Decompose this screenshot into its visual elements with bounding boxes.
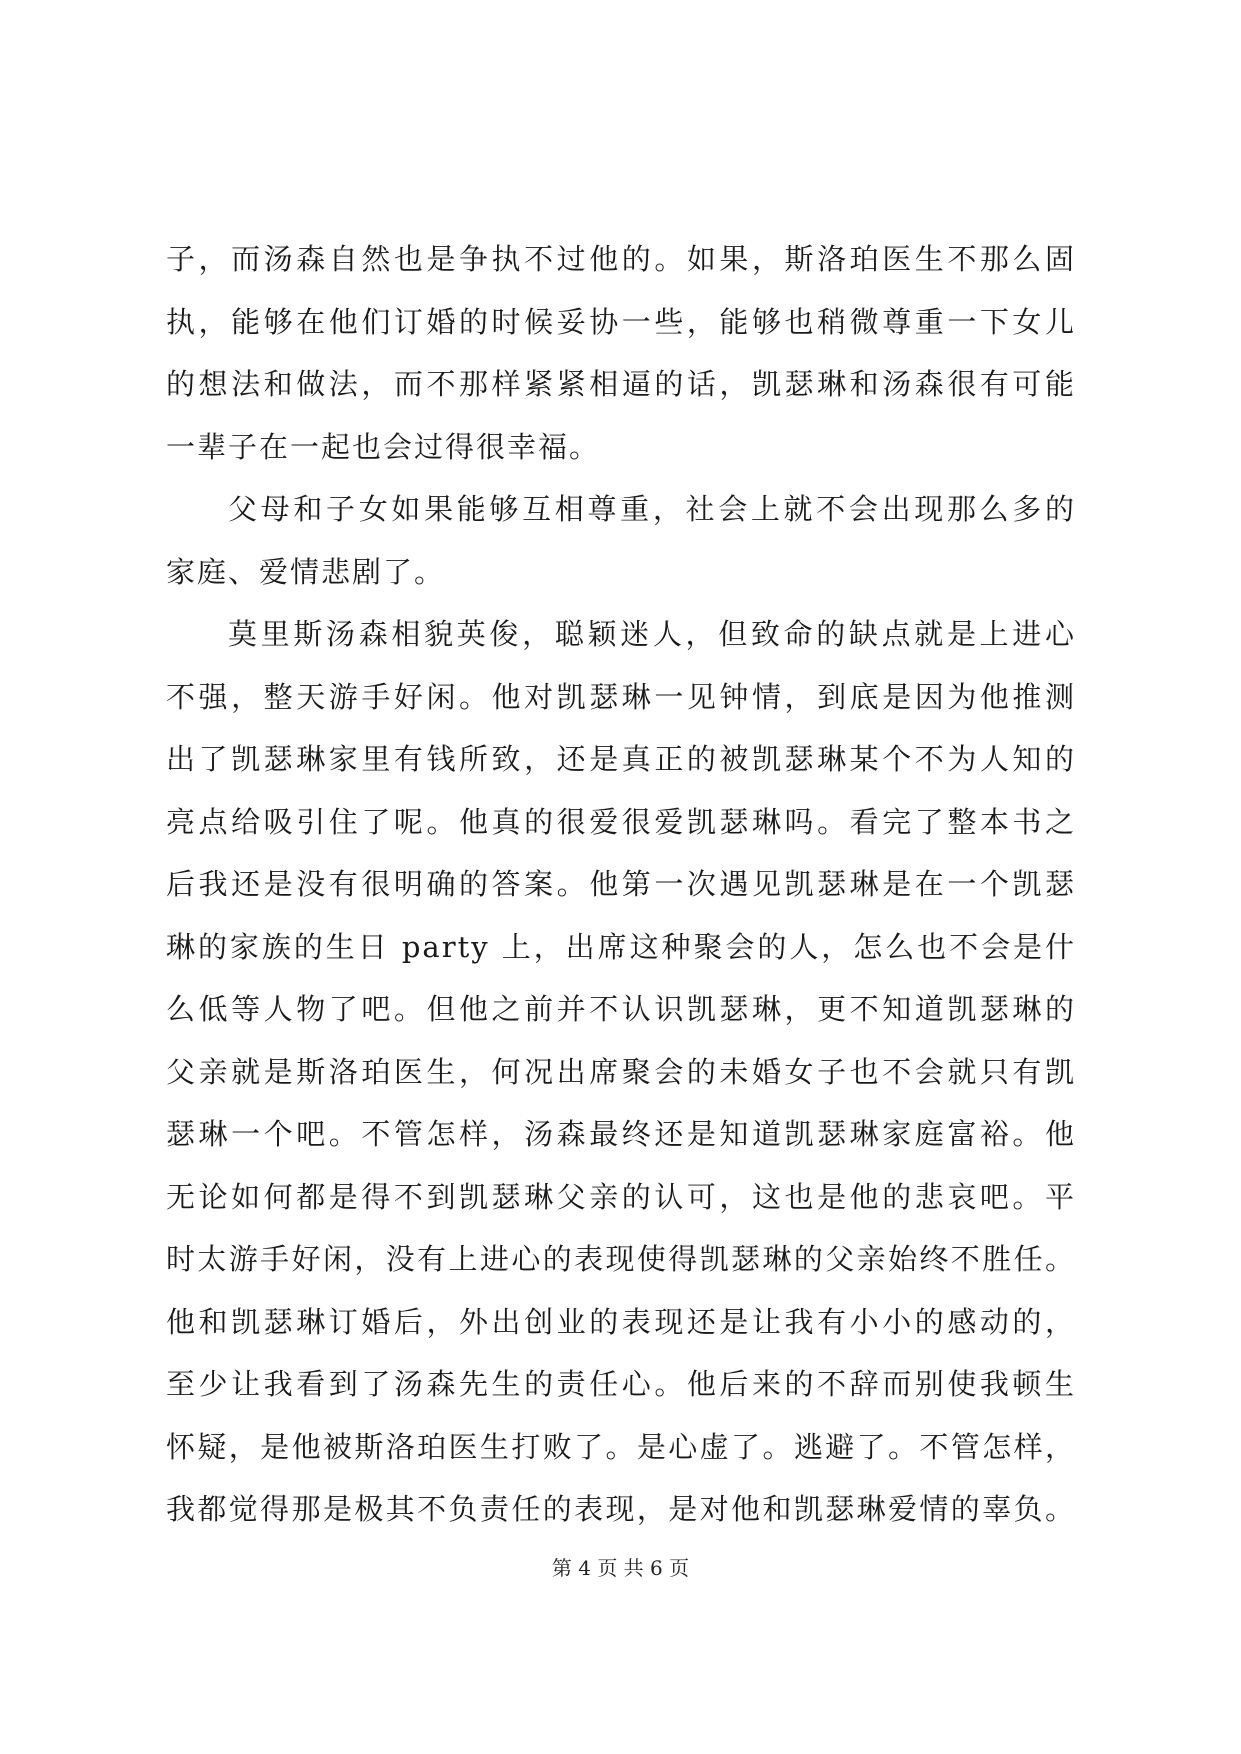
text-line: 瑟琳一个吧。不管怎样，汤森最终还是知道凯瑟琳家庭富裕。他 xyxy=(166,1117,1076,1151)
text-line: 琳的家族的生日 party 上，出席这种聚会的人，怎么也不会是什 xyxy=(166,929,1076,964)
paragraph-1 xyxy=(166,228,1076,478)
text-line: 我都觉得那是极其不负责任的表现，是对他和凯瑟琳爱情的辜负。 xyxy=(166,1492,1076,1526)
text-line: 么低等人物了吧。但他之前并不认识凯瑟琳，更不知道凯瑟琳的 xyxy=(166,992,1076,1026)
paragraph-2 xyxy=(166,478,1076,603)
text-line: 至少让我看到了汤森先生的责任心。他后来的不辞而别使我顿生 xyxy=(166,1367,1076,1401)
text-line: 怀疑，是他被斯洛珀医生打败了。是心虚了。逃避了。不管怎样， xyxy=(166,1429,1076,1464)
text-line: 的想法和做法，而不那样紧紧相逼的话，凯瑟琳和汤森很有可能 xyxy=(166,367,1076,401)
text-line: 他和凯瑟琳订婚后，外出创业的表现还是让我有小小的感动的， xyxy=(166,1304,1076,1339)
text-line: 后我还是没有很明确的答案。他第一次遇见凯瑟琳是在一个凯瑟 xyxy=(166,867,1076,901)
text-line: 子，而汤森自然也是争执不过他的。如果，斯洛珀医生不那么固 xyxy=(166,242,1076,276)
text-line: 执，能够在他们订婚的时候妥协一些，能够也稍微尊重一下女儿 xyxy=(166,304,1076,339)
text-line: 一辈子在一起也会过得很幸福。 xyxy=(166,429,601,464)
text-line: 无论如何都是得不到凯瑟琳父亲的认可，这也是他的悲哀吧。平 xyxy=(166,1179,1076,1214)
text-line: 亮点给吸引住了呢。他真的很爱很爱凯瑟琳吗。看完了整本书之 xyxy=(166,804,1076,839)
text-line: 莫里斯汤森相貌英俊，聪颖迷人，但致命的缺点就是上进心 xyxy=(228,617,1076,651)
text-line: 父亲就是斯洛珀医生，何况出席聚会的未婚女子也不会就只有凯 xyxy=(166,1054,1076,1089)
text-line: 出了凯瑟琳家里有钱所致，还是真正的被凯瑟琳某个不为人知的 xyxy=(166,742,1076,776)
text-line: 时太游手好闲，没有上进心的表现使得凯瑟琳的父亲始终不胜任。 xyxy=(166,1242,1076,1276)
body-text xyxy=(166,228,1076,1541)
text-line: 不强，整天游手好闲。他对凯瑟琳一见钟情，到底是因为他推测 xyxy=(166,679,1076,714)
paragraph-3 xyxy=(166,603,1076,1541)
page-number-footer: 第 4 页 共 6 页 xyxy=(551,1556,690,1580)
text-line: 父母和子女如果能够互相尊重，社会上就不会出现那么多的 xyxy=(228,492,1076,526)
text-line: 家庭、爱情悲剧了。 xyxy=(166,554,446,589)
